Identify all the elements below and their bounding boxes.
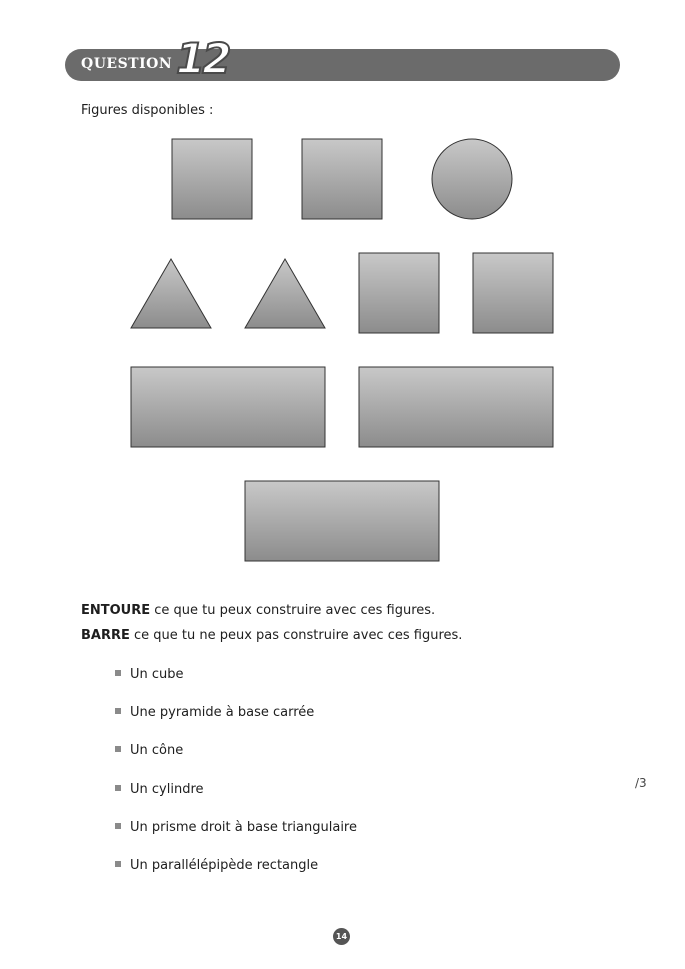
square-figure-1 <box>172 139 252 219</box>
score-label: /3 <box>635 776 647 790</box>
square-bullet-icon <box>115 823 121 829</box>
list-item-label: Un prisme droit à base triangulaire <box>130 820 357 835</box>
square-figure-3 <box>359 253 439 333</box>
list-item-label: Un cône <box>130 743 184 758</box>
page-number-badge: 14 <box>333 928 350 945</box>
list-item-pyramid[interactable] <box>115 705 314 720</box>
triangle-figure-1 <box>131 259 211 328</box>
list-item-label: Une pyramide à base carrée <box>130 705 315 720</box>
list-item-prism[interactable] <box>115 820 357 835</box>
square-bullet-icon <box>115 670 121 676</box>
square-bullet-icon <box>115 746 121 752</box>
question-label: QUESTION <box>81 56 173 72</box>
list-item-cylinder[interactable] <box>115 782 204 797</box>
instruction-circle <box>81 603 435 618</box>
instruction-cross <box>81 628 462 643</box>
intro-text: Figures disponibles : <box>81 103 214 118</box>
list-item-label: Un parallélépipède rectangle <box>130 858 319 873</box>
square-bullet-icon <box>115 861 121 867</box>
list-item-label: Un cylindre <box>130 782 204 797</box>
question-number: 12 <box>176 34 229 83</box>
triangle-figure-2 <box>245 259 325 328</box>
circle-figure <box>432 139 512 219</box>
square-bullet-icon <box>115 708 121 714</box>
square-figure-4 <box>473 253 553 333</box>
rectangle-figure-1 <box>131 367 325 447</box>
instruction-text: ce que tu ne peux pas construire avec ces figures. <box>129 628 463 643</box>
instruction-verb: ENTOURE <box>81 603 151 618</box>
square-figure-2 <box>302 139 382 219</box>
rectangle-figure-3 <box>245 481 439 561</box>
instruction-text: ce que tu peux construire avec ces figures. <box>150 603 436 618</box>
square-bullet-icon <box>115 785 121 791</box>
list-item-cuboid[interactable] <box>115 858 318 873</box>
rectangle-figure-2 <box>359 367 553 447</box>
instruction-verb: BARRE <box>81 628 130 643</box>
list-item-cone[interactable] <box>115 743 183 758</box>
list-item-cube[interactable] <box>115 667 184 682</box>
list-item-label: Un cube <box>130 667 184 682</box>
